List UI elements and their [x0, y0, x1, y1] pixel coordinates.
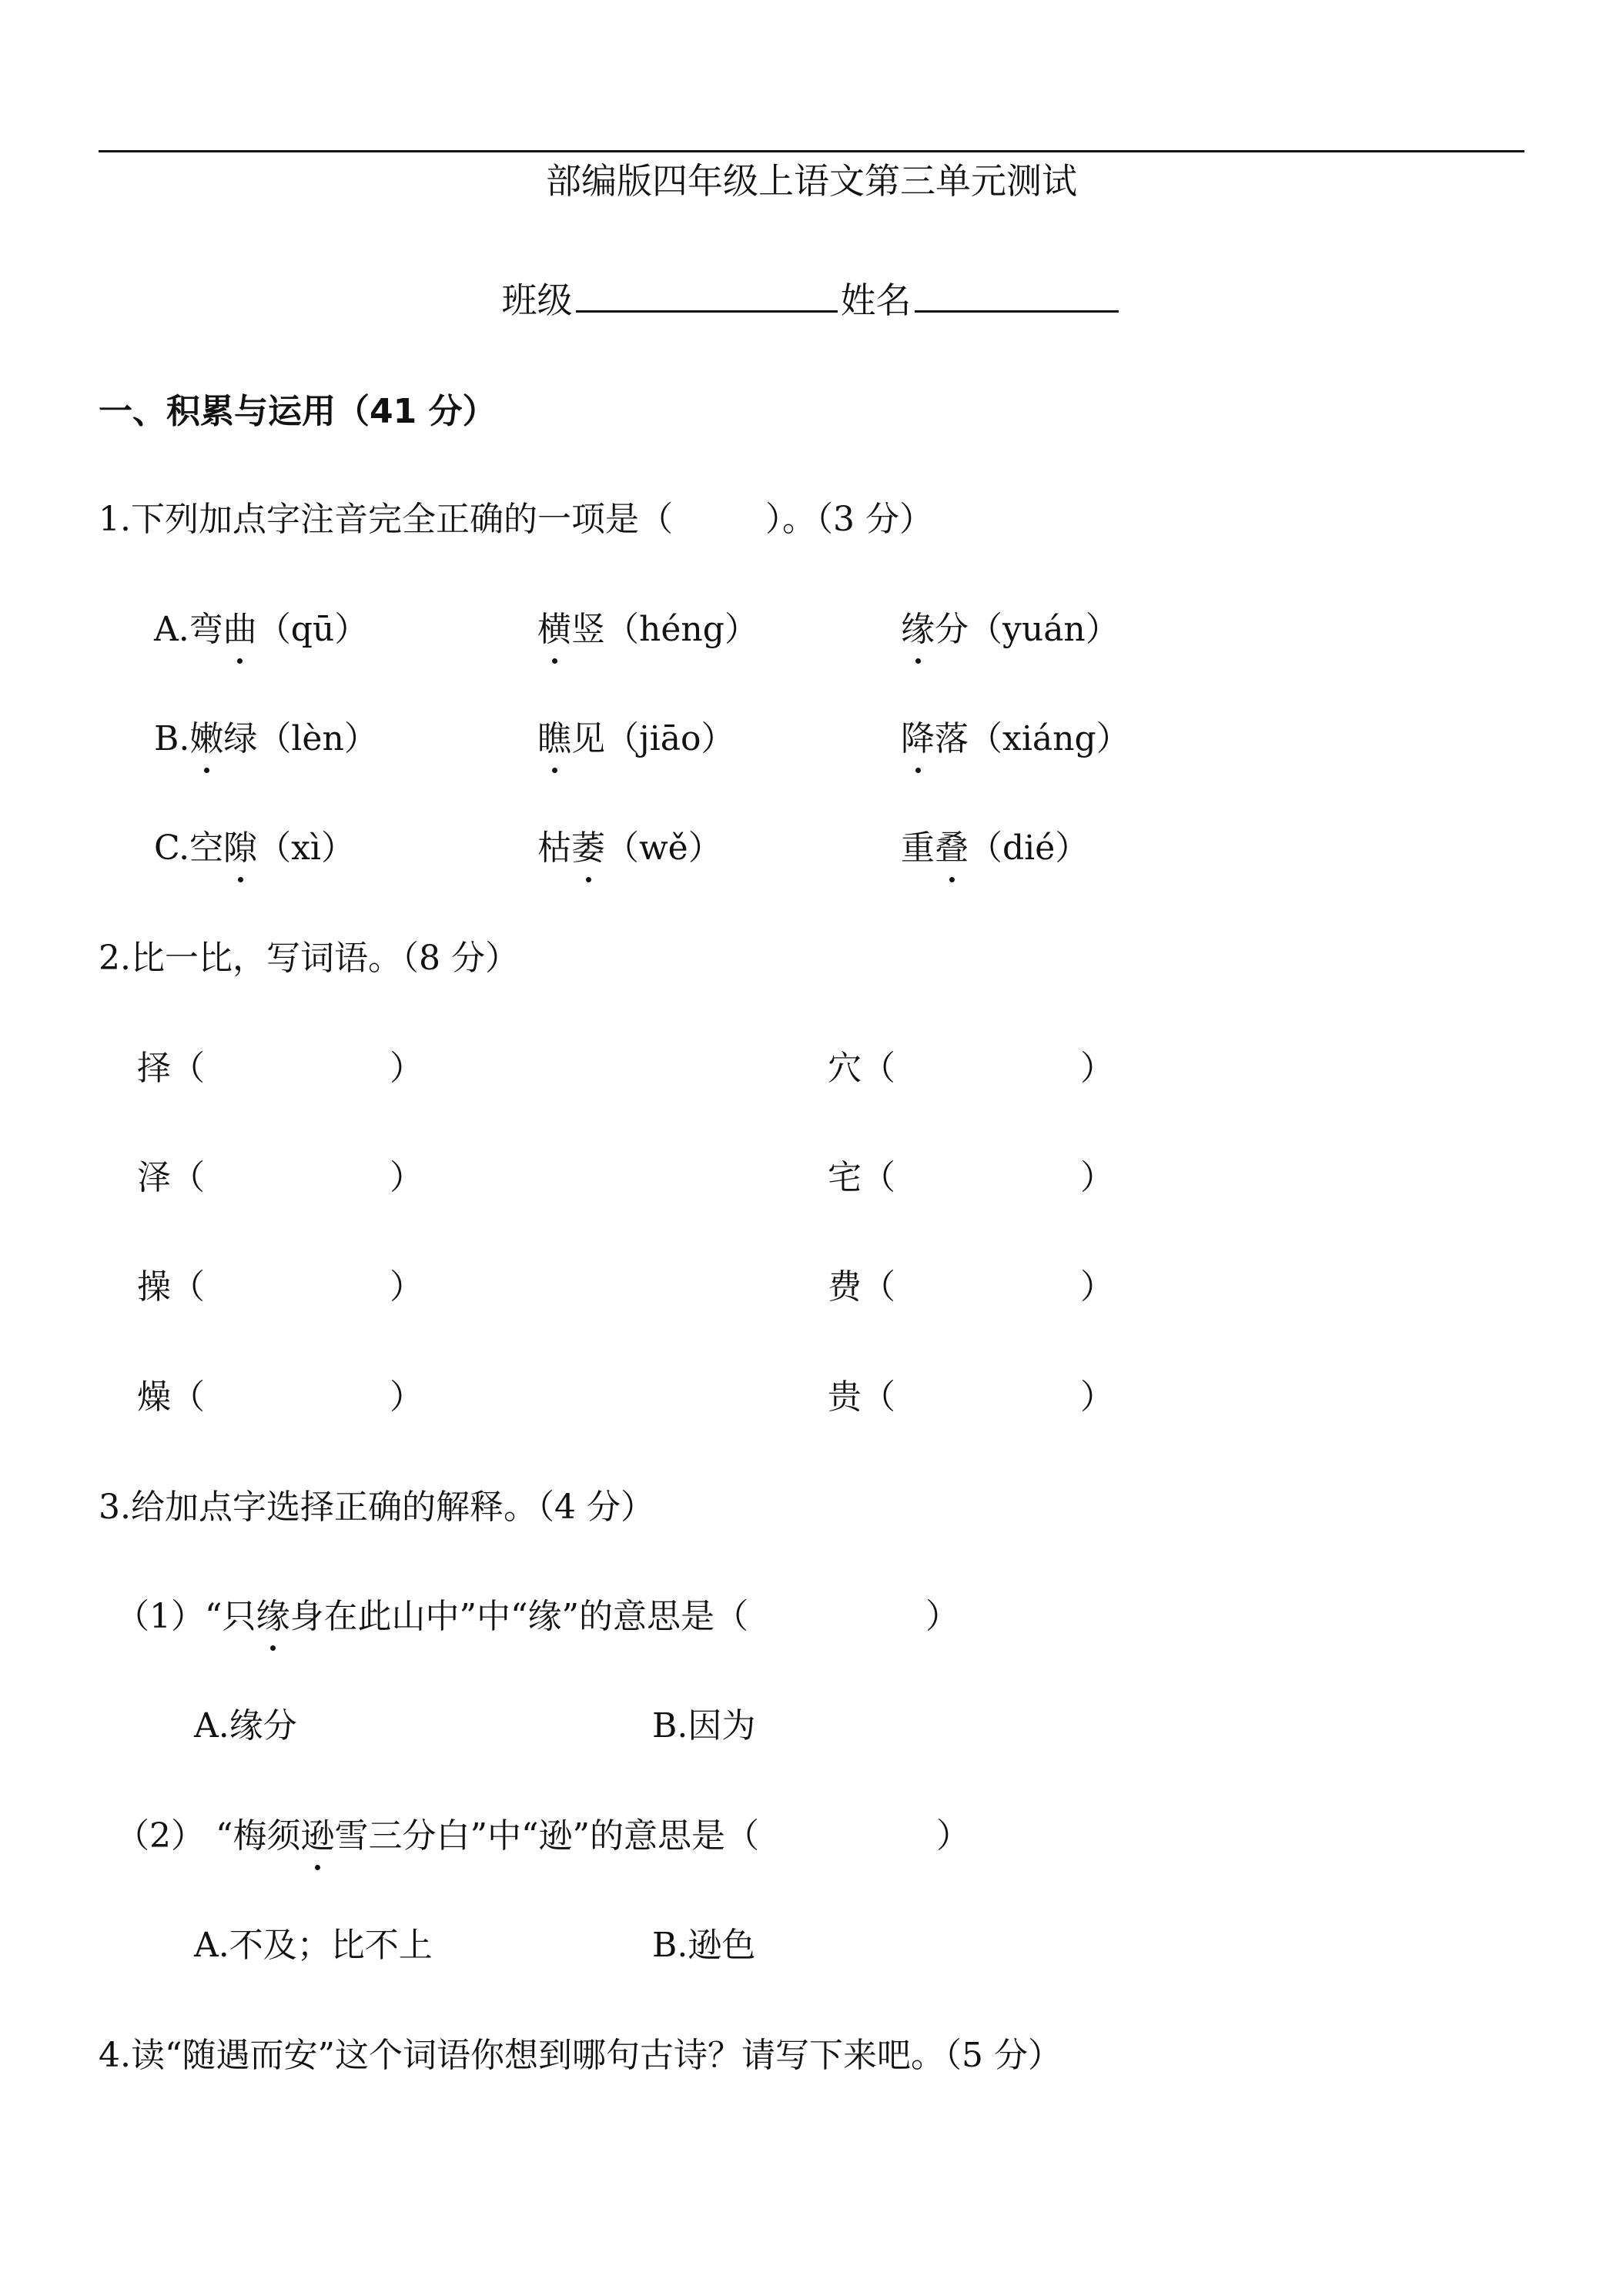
- word-char: 重: [901, 828, 935, 868]
- pinyin: （lèn）: [257, 719, 378, 758]
- name-label: 姓名: [840, 279, 912, 321]
- open-paren: （: [862, 1158, 895, 1197]
- dotted-char: 萎: [571, 825, 605, 872]
- q3-sub1-option-b[interactable]: B.因为: [652, 1706, 756, 1745]
- word-char: 空: [189, 828, 224, 868]
- q4-stem: 4.读“随遇而安”这个词语你想到哪句古诗？请写下来吧。（5 分）: [99, 2036, 1062, 2075]
- sub-text: 雪三分白”中“逊”的意思是（: [334, 1816, 759, 1856]
- pinyin: （xiáng）: [969, 719, 1130, 758]
- dotted-char: 缘: [256, 1594, 290, 1640]
- open-paren: （: [171, 1377, 205, 1417]
- q2-right-item[interactable]: [828, 1046, 1114, 1092]
- char: 泽: [137, 1158, 171, 1197]
- pinyin: （yuán）: [969, 610, 1119, 649]
- q1-option-a-word2: [537, 607, 758, 653]
- q1-stem-score: ）。（3 分）: [765, 500, 933, 539]
- q1-option-b-word1[interactable]: [154, 716, 378, 762]
- pinyin: （héng）: [605, 610, 758, 649]
- word-char: 分: [935, 610, 969, 649]
- name-blank[interactable]: [915, 278, 1119, 313]
- pinyin: （dié）: [969, 828, 1089, 868]
- close-paren: ）: [925, 1597, 959, 1636]
- char: 宅: [828, 1158, 862, 1197]
- word-char: 见: [571, 719, 605, 758]
- pinyin: （xì）: [257, 828, 355, 868]
- q2-stem: 2.比一比，写词语。（8 分）: [99, 939, 519, 978]
- close-paren: ）: [1080, 1267, 1114, 1307]
- q3-sub2-option-a[interactable]: A.不及；比不上: [194, 1926, 433, 1965]
- q2-right-item[interactable]: [828, 1264, 1114, 1310]
- close-paren: ）: [1080, 1158, 1114, 1197]
- word-char: 绿: [223, 719, 258, 758]
- word-char: 落: [935, 719, 969, 758]
- q1-option-b-word3: [901, 716, 1130, 762]
- q3-stem: 3.给加点字选择正确的解释。（4 分）: [99, 1488, 654, 1527]
- q3-sub2-option-b[interactable]: B.逊色: [652, 1926, 756, 1965]
- student-info-row: [0, 277, 1623, 323]
- char: 择: [137, 1049, 171, 1088]
- q3-sub1: [115, 1594, 959, 1640]
- class-label: 班级: [501, 279, 573, 321]
- char: 燥: [137, 1377, 171, 1417]
- sub-text: （2） “梅须: [115, 1816, 301, 1856]
- dotted-char: 隙: [223, 825, 257, 872]
- q1-stem: [99, 497, 933, 543]
- word-char: 竖: [571, 610, 605, 649]
- pinyin: （qū）: [256, 610, 369, 649]
- char: 贵: [828, 1377, 862, 1417]
- word-char: 弯: [189, 610, 223, 649]
- q2-left-item[interactable]: [137, 1155, 423, 1201]
- dotted-char: 横: [537, 607, 571, 653]
- close-paren: ）: [390, 1049, 423, 1088]
- q1-option-a-word3: [901, 607, 1119, 653]
- word-char: 枯: [537, 828, 571, 868]
- class-blank[interactable]: [576, 278, 838, 313]
- pinyin: （jiāo）: [605, 719, 735, 758]
- close-paren: ）: [390, 1267, 423, 1307]
- page-title: 部编版四年级上语文第三单元测试: [546, 160, 1077, 202]
- option-label: A.: [154, 610, 189, 649]
- dotted-char: 瞧: [537, 716, 571, 762]
- option-label: B.: [154, 719, 190, 758]
- q1-option-a-word1[interactable]: [154, 607, 368, 653]
- q1-option-c-word1[interactable]: [154, 825, 355, 872]
- open-paren: （: [171, 1049, 205, 1088]
- dotted-char: 缘: [901, 607, 935, 653]
- close-paren: ）: [390, 1377, 423, 1417]
- sub-text: （1）“只: [115, 1597, 256, 1636]
- char: 穴: [828, 1049, 862, 1088]
- open-paren: （: [171, 1158, 205, 1197]
- q2-left-item[interactable]: [137, 1264, 423, 1310]
- open-paren: （: [862, 1267, 895, 1307]
- dotted-char: 降: [901, 716, 935, 762]
- option-label: C.: [154, 828, 190, 868]
- dotted-char: 嫩: [189, 716, 223, 762]
- close-paren: ）: [1080, 1049, 1114, 1088]
- q2-right-item[interactable]: [828, 1155, 1114, 1201]
- open-paren: （: [862, 1049, 895, 1088]
- char: 操: [137, 1267, 171, 1307]
- q1-option-b-word2: [537, 716, 735, 762]
- sub-text: 身在此山中”中“缘”的意思是（: [289, 1597, 748, 1636]
- q2-right-item[interactable]: [828, 1374, 1114, 1421]
- q2-left-item[interactable]: [137, 1046, 423, 1092]
- q1-option-c-word2: [537, 825, 722, 872]
- close-paren: ）: [1080, 1377, 1114, 1417]
- close-paren: ）: [935, 1816, 970, 1856]
- section-title: 一、积累与运用（41 分）: [99, 392, 497, 431]
- q2-left-item[interactable]: [137, 1374, 423, 1421]
- q1-option-c-word3: [901, 825, 1089, 872]
- dotted-char: 曲: [223, 607, 257, 653]
- q1-stem-text: 1.下列加点字注音完全正确的一项是（: [99, 500, 673, 539]
- open-paren: （: [171, 1267, 205, 1307]
- dotted-char: 叠: [935, 825, 969, 872]
- header-rule: [99, 150, 1524, 152]
- q3-sub2: [115, 1813, 970, 1859]
- open-paren: （: [862, 1377, 895, 1417]
- close-paren: ）: [390, 1158, 423, 1197]
- char: 费: [828, 1267, 862, 1307]
- q3-sub1-option-a[interactable]: A.缘分: [194, 1706, 297, 1745]
- dotted-char: 逊: [300, 1813, 334, 1859]
- pinyin: （wě）: [605, 828, 722, 868]
